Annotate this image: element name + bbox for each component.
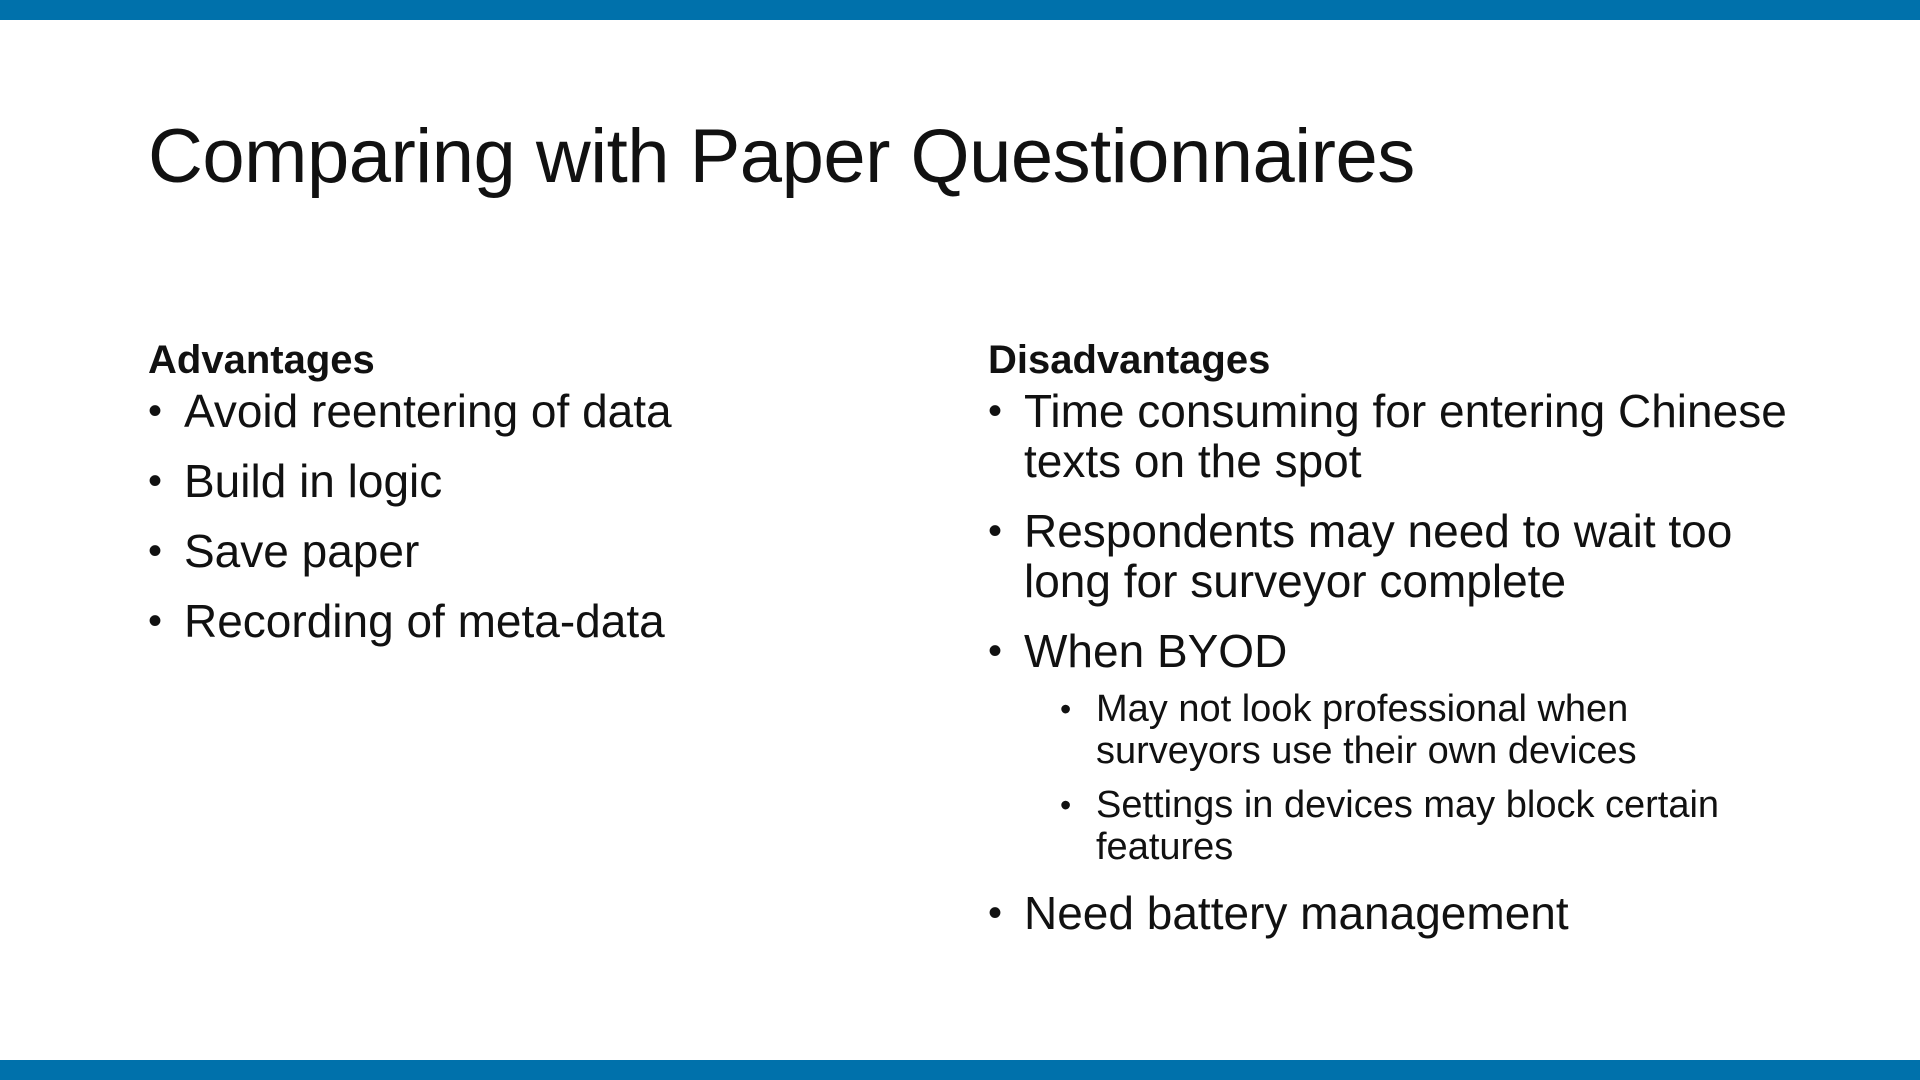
advantage-text: Build in logic xyxy=(184,455,443,507)
list-item xyxy=(988,626,1788,868)
bottom-accent-bar xyxy=(0,1060,1920,1080)
bullet-icon: • xyxy=(148,529,163,573)
bullet-icon: • xyxy=(988,629,1003,673)
disadvantage-text: Respondents may need to wait too long for surveyor complete xyxy=(1024,505,1733,607)
advantage-text: Save paper xyxy=(184,525,420,577)
list-item xyxy=(988,506,1788,606)
advantages-column xyxy=(148,336,928,666)
list-item xyxy=(1060,688,1788,772)
disadvantages-column xyxy=(988,336,1788,958)
disadvantage-text: Time consuming for entering Chinese texts on the spot xyxy=(1024,385,1787,487)
advantage-text: Avoid reentering of data xyxy=(184,385,672,437)
slide-title: Comparing with Paper Questionnaires xyxy=(148,114,1415,199)
disadvantages-heading: Disadvantages xyxy=(988,338,1271,382)
list-item xyxy=(988,888,1788,938)
sub-bullet-icon: • xyxy=(1060,691,1072,727)
list-item xyxy=(148,526,928,576)
byod-sublist xyxy=(1060,688,1788,868)
list-item xyxy=(148,456,928,506)
advantage-text: Recording of meta-data xyxy=(184,595,665,647)
bullet-icon: • xyxy=(148,389,163,433)
top-accent-bar xyxy=(0,0,1920,20)
bullet-icon: • xyxy=(988,509,1003,553)
bullet-icon: • xyxy=(148,459,163,503)
disadvantage-text: Need battery management xyxy=(1024,887,1569,939)
advantages-list xyxy=(148,386,928,646)
bullet-icon: • xyxy=(988,891,1003,935)
list-item xyxy=(1060,784,1788,868)
bullet-icon: • xyxy=(148,599,163,643)
disadvantage-text: When BYOD xyxy=(1024,625,1288,677)
list-item xyxy=(988,386,1788,486)
byod-subitem-text: Settings in devices may block certain features xyxy=(1096,784,1720,868)
list-item xyxy=(148,386,928,436)
sub-bullet-icon: • xyxy=(1060,787,1072,823)
byod-subitem-text: May not look professional when surveyors use their own devices xyxy=(1096,688,1637,772)
disadvantages-list xyxy=(988,386,1788,938)
bullet-icon: • xyxy=(988,389,1003,433)
list-item xyxy=(148,596,928,646)
advantages-heading: Advantages xyxy=(148,338,375,382)
